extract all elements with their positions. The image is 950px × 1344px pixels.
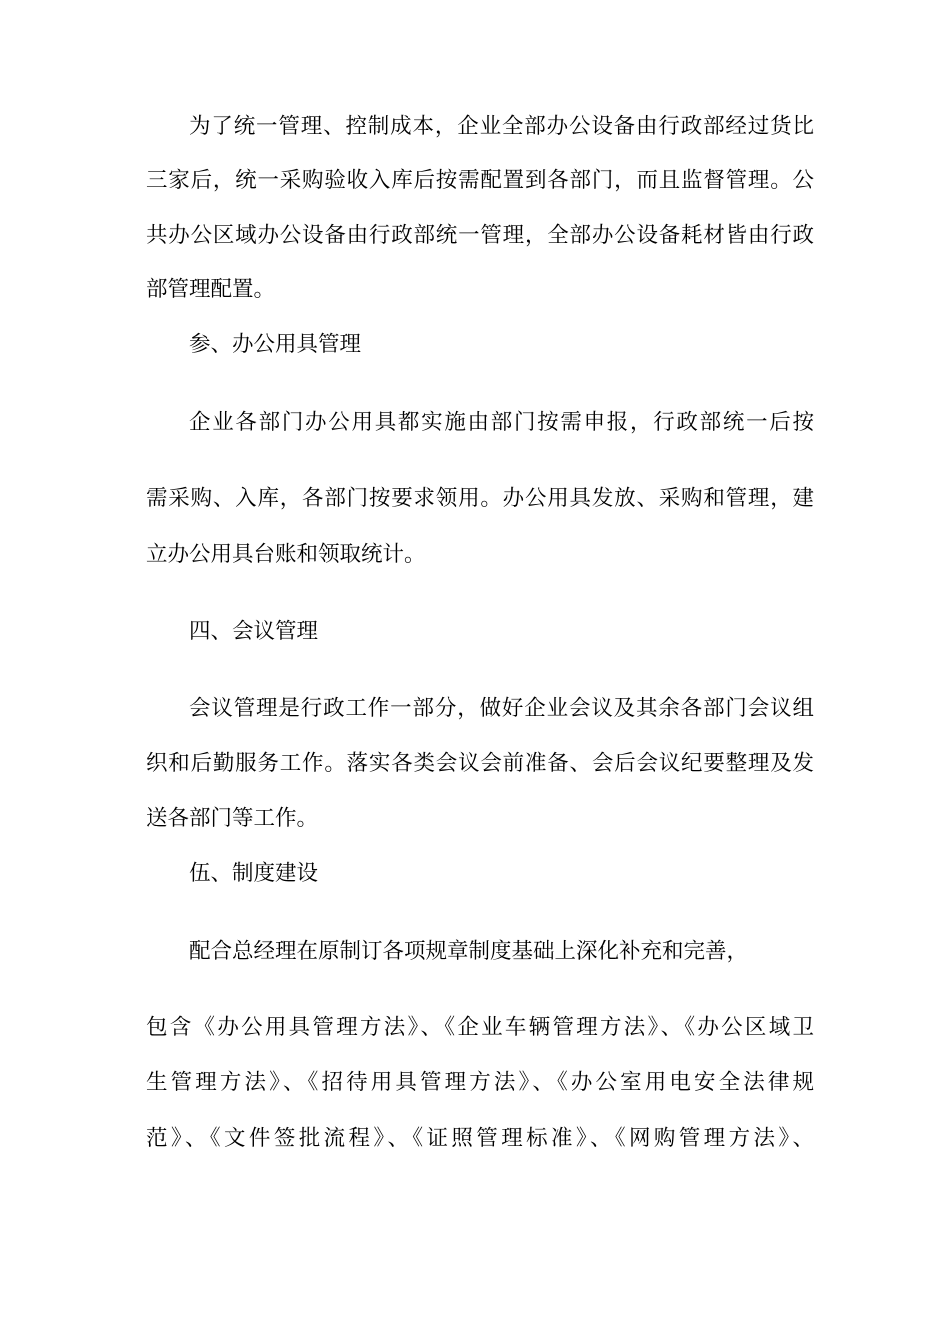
paragraph-4-line-4: 范》、《文件签批流程》、《证照管理标准》、《网购管理方法》、 xyxy=(146,1126,814,1151)
paragraph-1-line-1: 为了统一管理、控制成本，企业全部办公设备由行政部经过货比 xyxy=(189,114,814,139)
paragraph-1-line-4: 部管理配置。 xyxy=(146,277,276,302)
section-heading-3: 参、办公用具管理 xyxy=(189,332,362,357)
paragraph-4-line-2: 包含《办公用具管理方法》、《企业车辆管理方法》、《办公区域卫 xyxy=(146,1015,814,1040)
paragraph-1-line-3: 共办公区域办公设备由行政部统一管理，全部办公设备耗材皆由行政 xyxy=(146,223,814,248)
paragraph-1-line-2: 三家后，统一采购验收入库后按需配置到各部门，而且监督管理。公 xyxy=(146,168,814,193)
section-heading-5: 伍、制度建设 xyxy=(189,861,319,886)
paragraph-4-line-1: 配合总经理在原制订各项规章制度基础上深化补充和完善， xyxy=(189,939,749,964)
paragraph-2-line-1: 企业各部门办公用具都实施由部门按需申报，行政部统一后按 xyxy=(189,410,814,435)
paragraph-2-line-3: 立办公用具台账和领取统计。 xyxy=(146,542,426,567)
paragraph-3-line-3: 送各部门等工作。 xyxy=(146,806,319,831)
paragraph-2-line-2: 需采购、入库，各部门按要求领用。办公用具发放、采购和管理，建 xyxy=(146,486,814,511)
section-heading-4: 四、会议管理 xyxy=(189,619,319,644)
paragraph-4-line-3: 生管理方法》、《招待用具管理方法》、《办公室用电安全法律规 xyxy=(146,1070,814,1095)
paragraph-3-line-1: 会议管理是行政工作一部分，做好企业会议及其余各部门会议组 xyxy=(189,696,814,721)
paragraph-3-line-2: 织和后勤服务工作。落实各类会议会前准备、会后会议纪要整理及发 xyxy=(146,751,814,776)
